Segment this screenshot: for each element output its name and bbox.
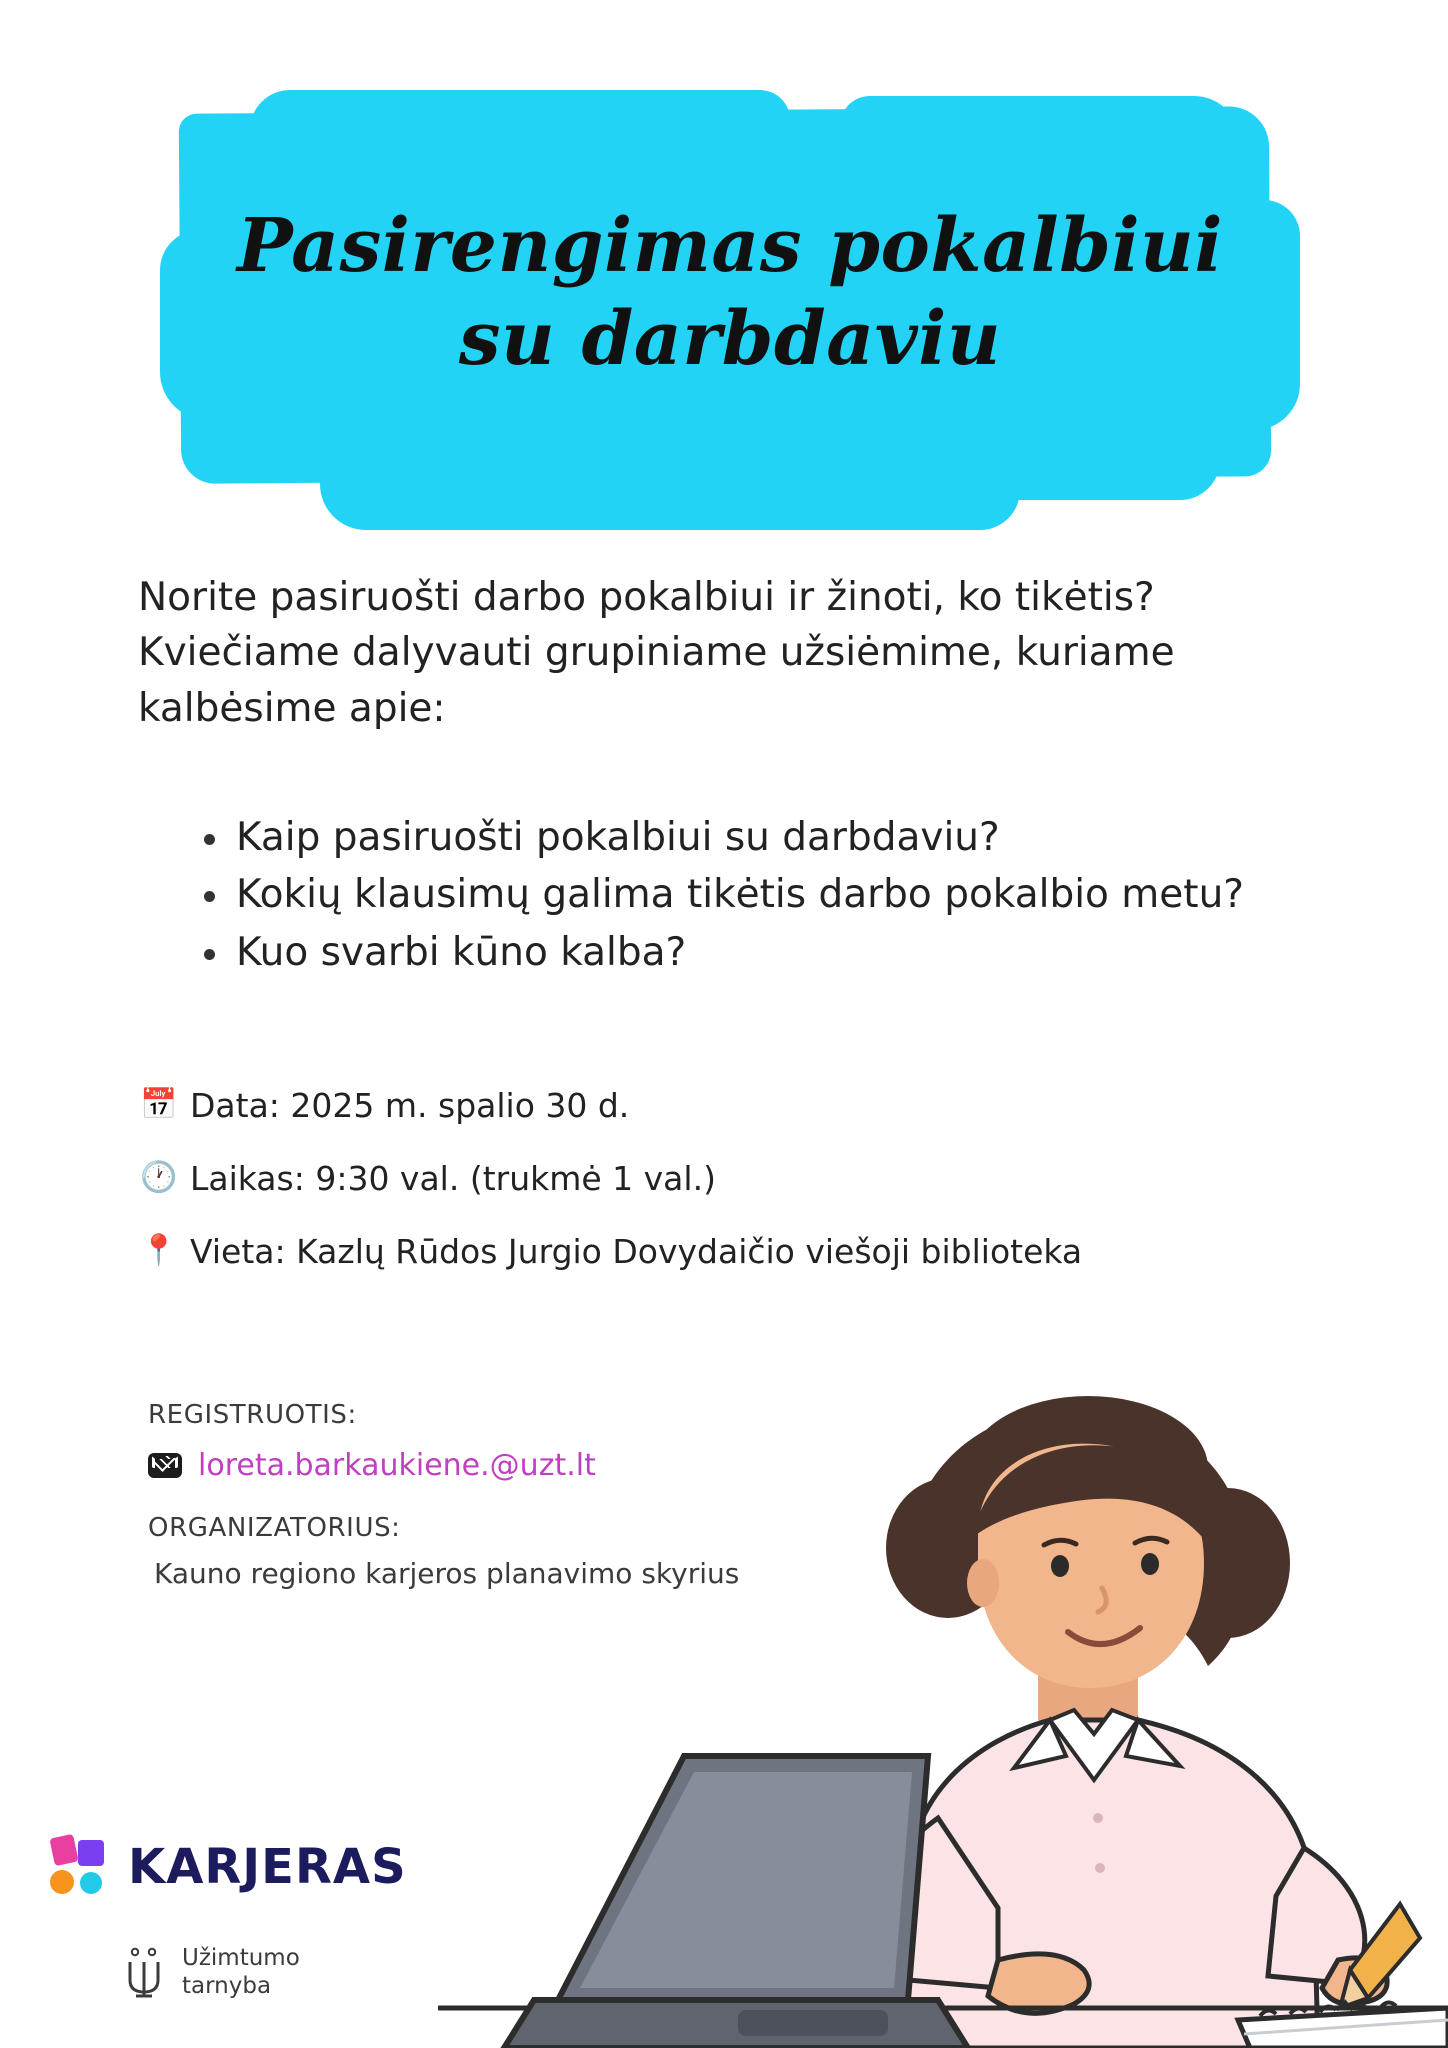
karjeras-logo [48,1836,407,1898]
registration-block [148,1400,968,1590]
banner-brush-stroke [320,440,1020,530]
envelope-icon [148,1453,182,1478]
clock-icon: 🕐 [140,1159,178,1195]
list-item-label: Kaip pasiruošti pokalbiui su darbdaviu? [236,815,1000,860]
detail-date [140,1085,1340,1128]
title-banner [160,80,1300,520]
registration-label: REGISTRUOTIS: [148,1400,357,1430]
organizer-value: Kauno regiono karjeros planavimo skyrius [154,1557,740,1590]
notebook [1238,2002,1448,2048]
registration-email-row[interactable] [148,1448,968,1483]
organizer-label: ORGANIZATORIUS: [148,1513,401,1543]
location-pin-icon: 📍 [140,1232,178,1268]
list-item-label: Kuo svarbi kūno kalba? [236,929,687,975]
uzt-line-2: tarnyba [182,1972,272,1999]
detail-location-text: Vieta: Kazlų Rūdos Jurgio Dovydaičio viešoji biblioteka [190,1231,1083,1271]
karjeras-wordmark: KARJERAS [128,1839,407,1895]
banner-brush-stroke [980,430,1220,500]
uzt-logo [122,1944,300,2000]
detail-time [140,1158,1340,1201]
list-item [190,810,1370,865]
calendar-icon: 📅 [140,1087,178,1122]
uzt-wordmark [182,1944,300,2000]
banner-brush-stroke [840,96,1240,216]
uzt-mark-icon [122,1946,168,1998]
uzt-line-1: Užimtumo [182,1944,300,1971]
page-title: Pasirengimas pokalbiui su darbdaviu [237,203,1223,382]
banner-brush-stroke [250,90,790,210]
detail-time-text: Laikas: 9:30 val. (trukmė 1 val.) [190,1158,716,1198]
detail-location [140,1231,1340,1274]
laptop [504,1756,968,2048]
list-item [190,925,1370,980]
list-item-label: Kokių klausimų galima tikėtis darbo pokalbio metu? [236,872,1244,918]
topics-list [190,810,1370,982]
event-details [140,1085,1340,1304]
karjeras-mark-icon [48,1836,110,1898]
detail-date-text: Data: 2025 m. spalio 30 d. [190,1086,630,1125]
intro-paragraph: Norite pasiruošti darbo pokalbiui ir žinoti, ko tikėtis? Kviečiame dalyvauti grupiniame užsiėmime, kuriame kalbėsime apie: [138,575,1175,731]
list-item [190,867,1370,922]
registration-email[interactable]: loreta.barkaukiene.@uzt.lt [198,1448,596,1483]
